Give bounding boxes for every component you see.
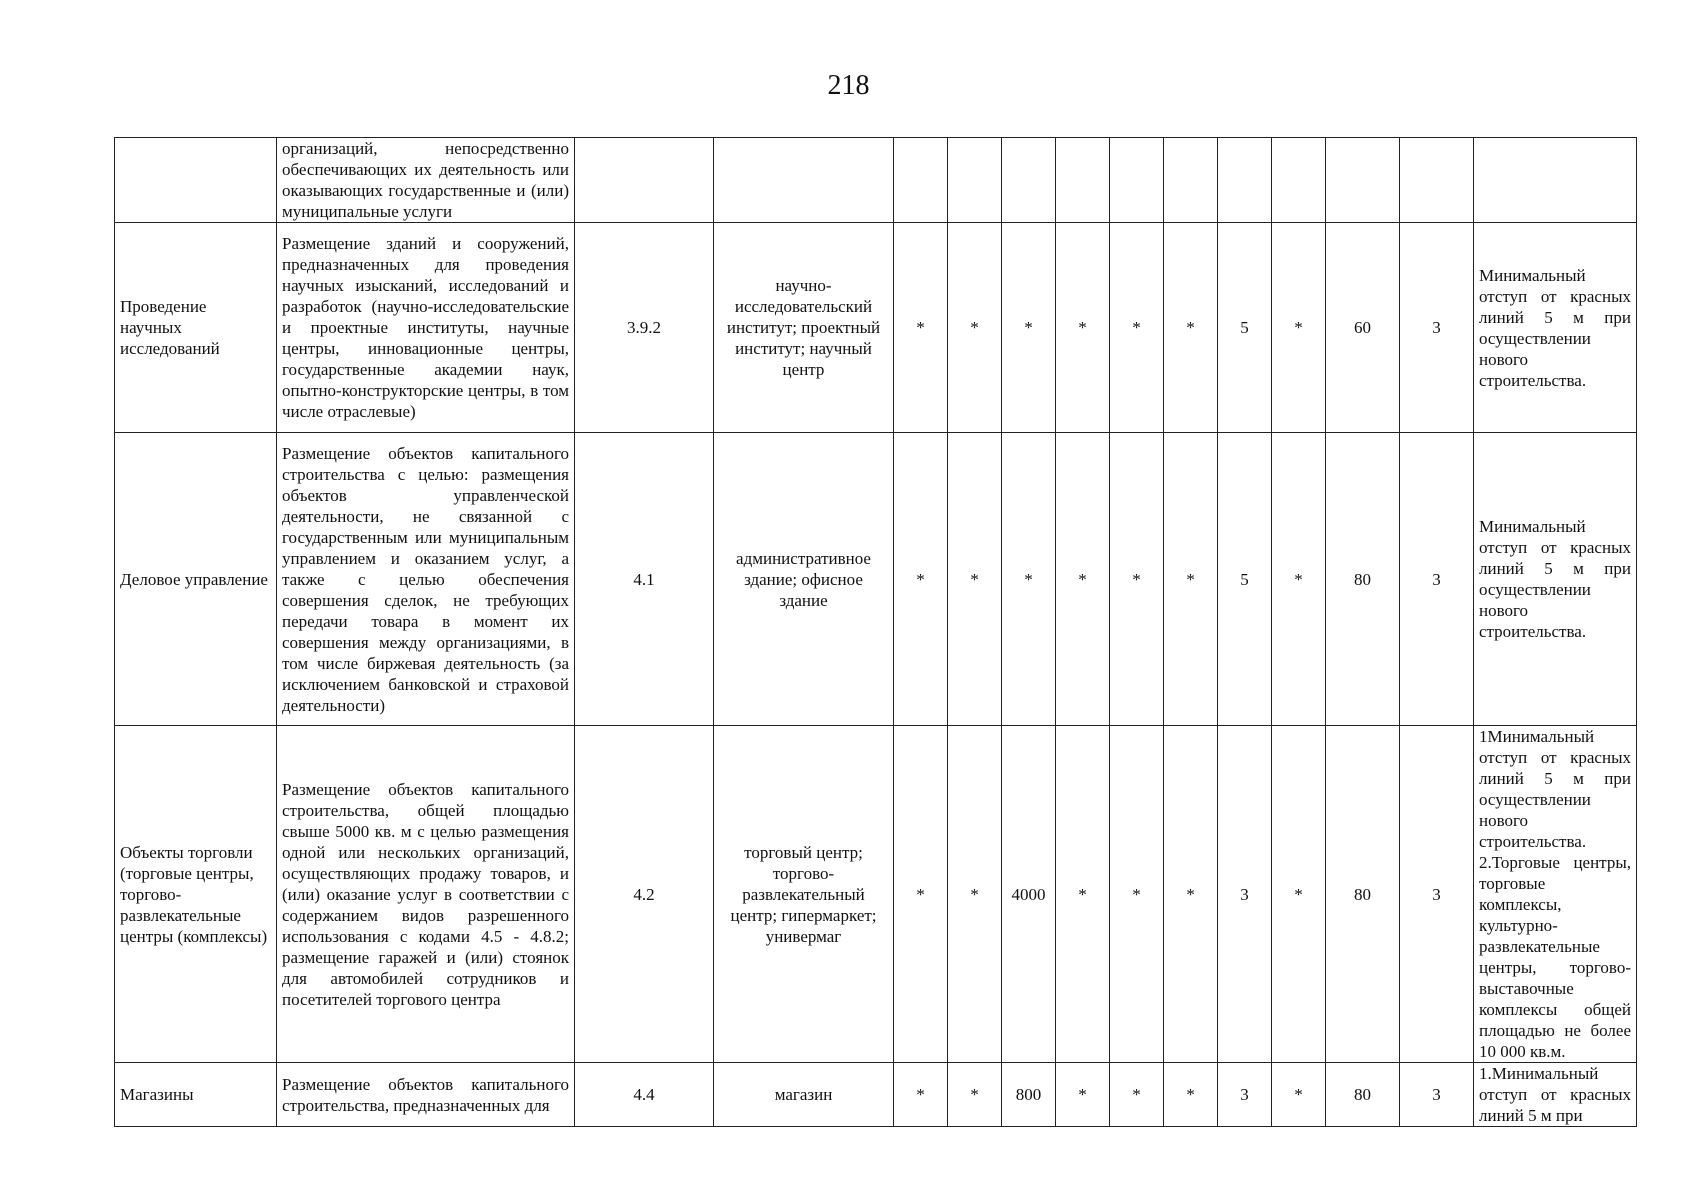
param-cell: 80 (1326, 433, 1400, 726)
notes-cell: Минимальный отступ от красных линий 5 м при осуществлении нового строительства. (1474, 433, 1637, 726)
code-cell: 4.4 (575, 1063, 714, 1127)
objects-cell (714, 138, 894, 223)
page-number: 218 (827, 70, 870, 101)
description-cell: организаций, непосредственно обеспечивающих их деятельность или оказывающих государственные и (или) муниципальные услуги (277, 138, 575, 223)
use-name-cell: Объекты торговли (торговые центры, торгово-развлекательные центры (комплексы) (115, 726, 277, 1063)
param-cell (1110, 138, 1164, 223)
param-cell: 3 (1400, 1063, 1474, 1127)
param-cell: 4000 (1002, 726, 1056, 1063)
param-cell: * (1272, 433, 1326, 726)
param-cell: 800 (1002, 1063, 1056, 1127)
use-name-cell: Деловое управление (115, 433, 277, 726)
objects-cell: административное здание; офисное здание (714, 433, 894, 726)
param-cell (948, 138, 1002, 223)
objects-cell: научно-исследовательский институт; проектный институт; научный центр (714, 223, 894, 433)
code-cell: 4.2 (575, 726, 714, 1063)
param-cell: * (1272, 1063, 1326, 1127)
param-cell: * (1110, 1063, 1164, 1127)
param-cell: 3 (1400, 223, 1474, 433)
objects-cell: магазин (714, 1063, 894, 1127)
param-cell: * (1272, 223, 1326, 433)
param-cell: * (1002, 433, 1056, 726)
code-cell: 4.1 (575, 433, 714, 726)
param-cell: * (948, 726, 1002, 1063)
param-cell: * (1110, 223, 1164, 433)
param-cell: * (1164, 433, 1218, 726)
param-cell: * (894, 726, 948, 1063)
param-cell (1056, 138, 1110, 223)
param-cell: * (1056, 726, 1110, 1063)
description-cell: Размещение объектов капитального строительства, общей площадью свыше 5000 кв. м с целью размещения одной или нескольких организаций, осуществляющих продажу товаров, и (или) оказание услуг в соответствии с содержанием видов разрешенного использования с кодами 4.5 - 4.8.2; размещение гаражей и (или) стоянок для автомобилей сотрудников и посетителей торгового центра (277, 726, 575, 1063)
param-cell: * (1056, 223, 1110, 433)
param-cell: * (894, 223, 948, 433)
land-use-table (114, 137, 1637, 1127)
param-cell: * (1164, 726, 1218, 1063)
param-cell: 3 (1218, 1063, 1272, 1127)
param-cell: * (1056, 433, 1110, 726)
description-cell: Размещение объектов капитального строительства с целью: размещения объектов управленческой деятельности, не связанной с государственным или муниципальным управлением и оказанием услуг, а также с целью обеспечения совершения сделок, не требующих передачи товара в момент их совершения между организациями, в том числе биржевая деятельность (за исключением банковской и страховой деятельности) (277, 433, 575, 726)
param-cell (1218, 138, 1272, 223)
objects-cell: торговый центр; торгово-развлекательный центр; гипермаркет; универмаг (714, 726, 894, 1063)
table-row (115, 1063, 1637, 1127)
code-cell: 3.9.2 (575, 223, 714, 433)
param-cell (1002, 138, 1056, 223)
param-cell: 80 (1326, 726, 1400, 1063)
use-name-cell (115, 138, 277, 223)
table-row (115, 138, 1637, 223)
param-cell: * (948, 433, 1002, 726)
notes-cell: Минимальный отступ от красных линий 5 м при осуществлении нового строительства. (1474, 223, 1637, 433)
param-cell: 3 (1218, 726, 1272, 1063)
param-cell: 3 (1400, 726, 1474, 1063)
param-cell: * (894, 433, 948, 726)
param-cell: 5 (1218, 223, 1272, 433)
code-cell (575, 138, 714, 223)
param-cell: * (1056, 1063, 1110, 1127)
notes-cell (1474, 138, 1637, 223)
param-cell: * (894, 1063, 948, 1127)
param-cell: * (1164, 1063, 1218, 1127)
param-cell: * (1110, 726, 1164, 1063)
param-cell: * (1164, 223, 1218, 433)
param-cell: * (1002, 223, 1056, 433)
table-row (115, 433, 1637, 726)
description-cell: Размещение зданий и сооружений, предназначенных для проведения научных изысканий, исследований и разработок (научно-исследовательские и проектные институты, научные центры, инновационные центры, государственные академии наук, опытно-конструкторские центры, в том числе отраслевые) (277, 223, 575, 433)
param-cell: 80 (1326, 1063, 1400, 1127)
param-cell: 5 (1218, 433, 1272, 726)
param-cell (894, 138, 948, 223)
param-cell (1164, 138, 1218, 223)
table-row (115, 223, 1637, 433)
param-cell (1326, 138, 1400, 223)
param-cell (1400, 138, 1474, 223)
param-cell: * (948, 1063, 1002, 1127)
use-name-cell: Проведение научных исследований (115, 223, 277, 433)
notes-cell: 1.Минимальный отступ от красных линий 5 м при (1474, 1063, 1637, 1127)
param-cell: * (948, 223, 1002, 433)
param-cell: 3 (1400, 433, 1474, 726)
param-cell: 60 (1326, 223, 1400, 433)
use-name-cell: Магазины (115, 1063, 277, 1127)
param-cell: * (1272, 726, 1326, 1063)
param-cell: * (1110, 433, 1164, 726)
table-row (115, 726, 1637, 1063)
param-cell (1272, 138, 1326, 223)
description-cell: Размещение объектов капитального строительства, предназначенных для (277, 1063, 575, 1127)
notes-cell: 1Минимальный отступ от красных линий 5 м при осуществлении нового строительства. 2.Торговые центры, торговые комплексы, культурно-развлекательные центры, торгово-выставочные комплексы общей площадью не более 10 000 кв.м. (1474, 726, 1637, 1063)
